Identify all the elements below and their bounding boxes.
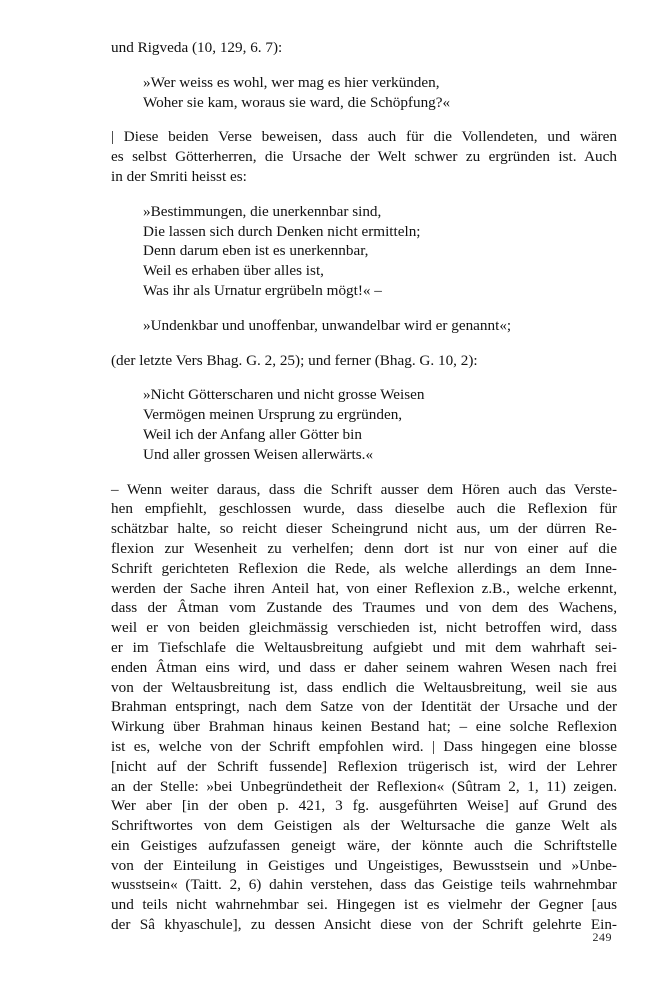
verse-line: Weil ich der Anfang aller Götter bin — [143, 425, 362, 443]
verse-line: »Nicht Götterscharen und nicht grosse Weisen — [143, 386, 425, 404]
verse-line: Vermögen meinen Ursprung zu ergründen, — [143, 406, 403, 424]
text-line: von der Einteilung in Geistiges und Ungeistiges, Bewusstsein und »Unbe- — [111, 856, 617, 874]
paragraph-reflexion — [111, 480, 617, 935]
text-line: ein Geistiges aufzufassen geneigt wäre, der könnte auch die Schriftstelle — [111, 836, 617, 854]
text-line: dass der Âtman vom Zustande des Traumes und von dem des Wachens, — [111, 599, 617, 617]
intro-line: und Rigveda (10, 129, 6. 7): — [111, 39, 283, 56]
paragraph-smriti — [111, 127, 617, 186]
verse-line: Die lassen sich durch Denken nicht ermitteln; — [143, 222, 421, 240]
text-line: weil er von beiden gleichmässig verschieden ist, nicht betroffen wird, dass — [111, 619, 617, 637]
verse-undenkbar: »Undenkbar und unoffenbar, unwandelbar wird er genannt«; — [143, 316, 512, 334]
text-line: Schrift gerichteten Reflexion die Rede, als welche allerdings an dem Inne- — [111, 559, 617, 577]
text-line: Schriftwortes von dem Geistigen als der Weltursache die ganze Welt als — [111, 817, 617, 835]
text-line: | Diese beiden Verse beweisen, dass auch für die Vollendeten, und wären — [111, 128, 617, 146]
text-line: – Wenn weiter daraus, dass die Schrift ausser dem Hören auch das Verste- — [111, 480, 617, 498]
verse-line: Weil es erhaben über alles ist, — [143, 262, 324, 280]
paragraph-bhagavadgita-ref: (der letzte Vers Bhag. G. 2, 25); und ferner (Bhag. G. 10, 2): — [111, 351, 478, 369]
text-line: enden Âtman eins wird, und dass er daher seinem wahren Wesen nach frei — [111, 658, 617, 676]
verse-line: Was ihr als Urnatur ergrübeln mögt!« – — [143, 281, 382, 299]
text-line: werden der Sache ihren Anteil hat, von einer Reflexion z.B., welche erkennt, — [111, 579, 617, 597]
text-line: der Sâ khyaschule], zu dessen Ansicht diese von der Schrift gelehrte Ein- — [111, 916, 617, 934]
verse-line: Denn darum eben ist es unerkennbar, — [143, 242, 369, 260]
text-line: er im Tiefschlafe die Weltausbreitung aufgiebt und mit dem wahrhaft sei- — [111, 638, 617, 656]
text-line: [nicht auf der Schrift fussende] Reflexion trügerisch ist, wird der Lehrer — [111, 757, 617, 775]
text-line: Brahman entspringt, nach dem Satze von der Identität der Ursache und der — [111, 698, 617, 716]
verse-bhagavadgita — [111, 385, 617, 464]
text-line: schätzbar halte, so reicht dieser Scheingrund nicht aus, um der dürren Re- — [111, 520, 617, 538]
verse-line: »Wer weiss es wohl, wer mag es hier verkünden, — [143, 73, 440, 91]
text-line: wusstsein« (Taitt. 2, 6) dahin verstehen, dass das Geistige teils wahrnehmbar — [111, 876, 617, 894]
verse-line: Woher sie kam, woraus sie ward, die Schöpfung?« — [143, 93, 451, 111]
text-line: in der Smriti heisst es: — [111, 167, 247, 185]
verse-smriti — [111, 202, 617, 301]
text-line: und teils nicht wahrnehmbar sei. Hingegen ist es vielmehr der Gegner [aus — [111, 896, 617, 914]
text-line: hen empfiehlt, geschlossen wurde, dass dieselbe auch die Reflexion für — [111, 500, 617, 518]
text-line: Wirkung über Brahman hinaus keinen Bestand hat; – eine solche Reflexion — [111, 718, 617, 736]
verse-rigveda — [111, 73, 617, 113]
text-line: an der Stelle: »bei Unbegründetheit der Reflexion« (Sûtram 2, 1, 11) zeigen. — [111, 777, 617, 795]
text-line: ist es, welche von der Schrift empfohlen wird. | Dass hingegen eine blosse — [111, 737, 617, 755]
page-number: 249 — [592, 930, 612, 944]
verse-line: »Bestimmungen, die unerkennbar sind, — [143, 202, 382, 220]
text-line: von der Weltausbreitung ist, dass endlich die Weltausbreitung, weil sie aus — [111, 678, 617, 696]
text-line: flexion zur Wesenheit zu verhelfen; denn dort ist nur von einer auf die — [111, 539, 617, 557]
verse-line: Und aller grossen Weisen allerwärts.« — [143, 445, 374, 463]
text-line: Wer aber [in der oben p. 421, 3 fg. ausgeführten Weise] auf Grund des — [111, 797, 617, 815]
page-body — [111, 38, 617, 935]
text-line: es selbst Götterherren, die Ursache der Welt schwer zu ergründen ist. Auch — [111, 148, 617, 166]
